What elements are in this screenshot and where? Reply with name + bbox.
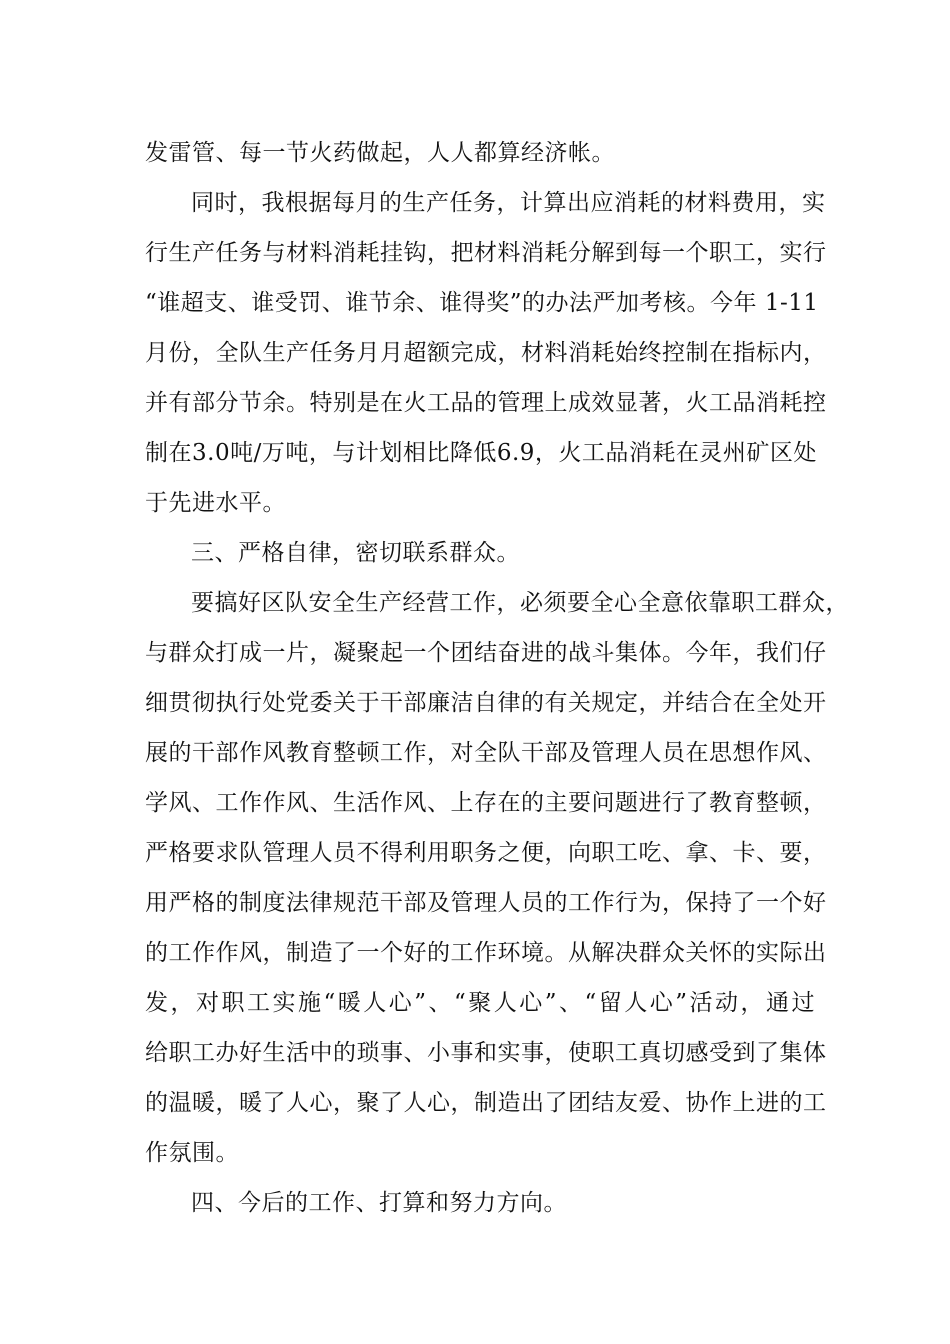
text-line: 用严格的制度法律规范干部及管理人员的工作行为，保持了一个好 [145, 890, 827, 916]
text-line: 学风、工作作风、生活作风、上存在的主要问题进行了教育整顿， [145, 790, 827, 816]
text-line: 同时，我根据每月的生产任务，计算出应消耗的材料费用，实 [191, 190, 826, 216]
text-line: 严格要求队管理人员不得利用职务之便，向职工吃、拿、卡、要， [145, 840, 827, 866]
text-line: 于先进水平。 [145, 490, 286, 516]
text-line: 作氛围。 [145, 1140, 239, 1166]
text-line: 发，对职工实施“暖人心”、“聚人心”、“留人心”活动，通过 [145, 990, 815, 1016]
document-page [145, 128, 849, 1228]
text-line: 要搞好区队安全生产经营工作，必须要全心全意依靠职工群众， [191, 590, 849, 616]
text-line: 发雷管、每一节火药做起，人人都算经济帐。 [145, 140, 615, 166]
text-line: 细贯彻执行处党委关于干部廉洁自律的有关规定，并结合在全处开 [145, 690, 827, 716]
text-line: 的温暖，暖了人心，聚了人心，制造出了团结友爱、协作上进的工 [145, 1090, 827, 1116]
text-line: 展的干部作风教育整顿工作，对全队干部及管理人员在思想作风、 [145, 740, 827, 766]
text-line: 给职工办好生活中的琐事、小事和实事，使职工真切感受到了集体 [145, 1040, 827, 1066]
text-line: 与群众打成一片，凝聚起一个团结奋进的战斗集体。今年，我们仔 [145, 640, 827, 666]
text-line: 行生产任务与材料消耗挂钩，把材料消耗分解到每一个职工，实行 [145, 240, 827, 266]
text-line: 月份，全队生产任务月月超额完成，材料消耗始终控制在指标内， [145, 340, 827, 366]
section-heading: 三、严格自律，密切联系群众。 [191, 540, 520, 566]
text-line: 制在3.0吨/万吨，与计划相比降低6.9，火工品消耗在灵州矿区处 [145, 440, 817, 466]
text-line: 并有部分节余。特别是在火工品的管理上成效显著，火工品消耗控 [145, 390, 827, 416]
text-line: 的工作作风，制造了一个好的工作环境。从解决群众关怀的实际出 [145, 940, 827, 966]
text-line: “谁超支、谁受罚、谁节余、谁得奖”的办法严加考核。今年 1-11 [145, 290, 819, 316]
section-heading: 四、今后的工作、打算和努力方向。 [191, 1190, 567, 1216]
